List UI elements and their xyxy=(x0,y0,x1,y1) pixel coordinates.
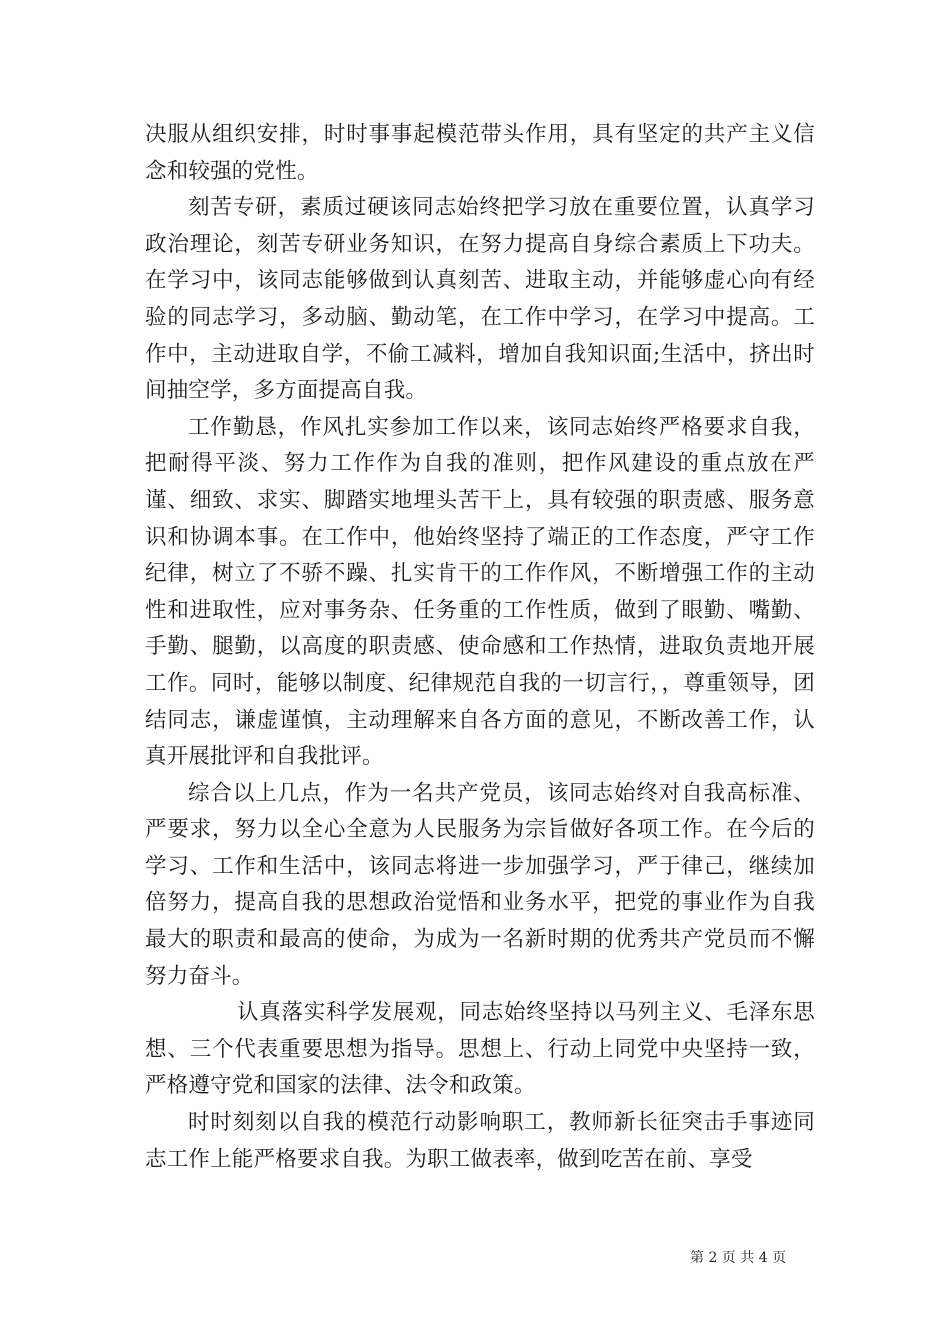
paragraph-model-action: 时时刻刻以自我的模范行动影响职工，教师新长征突击手事迹同志工作上能严格要求自我。为职工做表率，做到吃苦在前、享受 xyxy=(145,1110,815,1172)
page-number-footer: 第 2 页 共 4 页 xyxy=(690,1250,787,1266)
paragraph-continuation: 决服从组织安排，时时事事起模范带头作用，具有坚定的共产主义信念和较强的党性。 xyxy=(145,122,815,184)
paragraph-summary: 综合以上几点，作为一名共产党员，该同志始终对自我高标准、严要求，努力以全心全意为人民服务为宗旨做好各项工作。在今后的学习、工作和生活中，该同志将进一步加强学习，严于律己，继续加倍努力，提高自我的思想政治觉悟和业务水平，把党的事业作为自我最大的职责和最高的使命，为成为一名新时期的优秀共产党员而不懈努力奋斗。 xyxy=(145,780,815,989)
paragraph-work-attitude: 工作勤恳，作风扎实参加工作以来，该同志始终严格要求自我，把耐得平淡、努力工作作为自我的准则，把作风建设的重点放在严谨、细致、求实、脚踏实地埋头苦干上，具有较强的职责感、服务意识和协调本事。在工作中，他始终坚持了端正的工作态度，严守工作纪律，树立了不骄不躁、扎实肯干的工作作风，不断增强工作的主动性和进取性，应对事务杂、任务重的工作性质，做到了眼勤、嘴勤、手勤、腿勤，以高度的职责感、使命感和工作热情，进取负责地开展工作。同时，能够以制度、纪律规范自我的一切言行，，尊重领导，团结同志，谦虚谨慎，主动理解来自各方面的意见，不断改善工作，认真开展批评和自我批评。 xyxy=(145,414,815,770)
paragraph-guiding-thought: 认真落实科学发展观，同志始终坚持以马列主义、毛泽东思想、三个代表重要思想为指导。思想上、行动上同党中央坚持一致，严格遵守党和国家的法律、法令和政策。 xyxy=(145,1000,815,1099)
paragraph-study: 刻苦专研，素质过硬该同志始终把学习放在重要位置，认真学习政治理论，刻苦专研业务知识，在努力提高自身综合素质上下功夫。在学习中，该同志能够做到认真刻苦、进取主动，并能够虚心向有经验的同志学习，多动脑、勤动笔，在工作中学习，在学习中提高。工作中，主动进取自学，不偷工减料，增加自我知识面;生活中，挤出时间抽空学，多方面提高自我。 xyxy=(145,195,815,404)
document-body xyxy=(145,117,815,1178)
